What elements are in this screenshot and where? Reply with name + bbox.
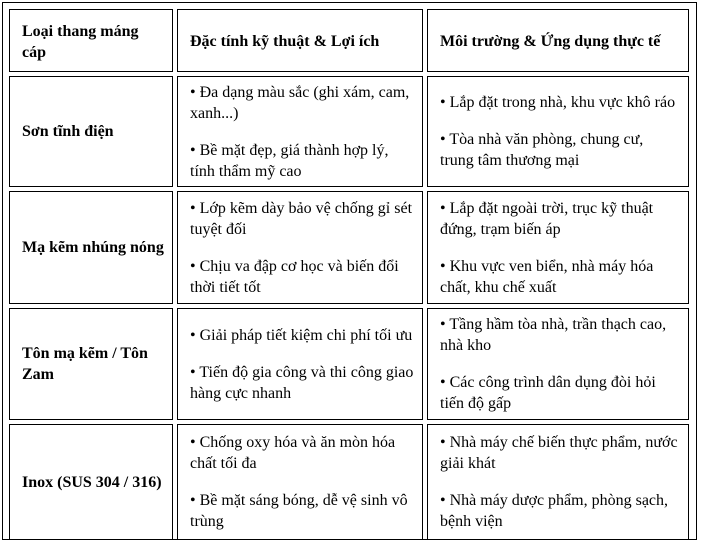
- table-row: [9, 308, 689, 420]
- feature-item: • Bề mặt đẹp, giá thành hợp lý, tính thẩm mỹ cao: [190, 141, 389, 180]
- header-features: Đặc tính kỹ thuật & Lợi ích: [177, 9, 423, 72]
- feature-item: • Đa dạng màu sắc (ghi xám, cam, xanh...): [190, 83, 410, 122]
- feature-item: • Chống oxy hóa và ăn mòn hóa chất tối đa: [190, 434, 396, 472]
- application-item: • Nhà máy dược phẩm, phòng sạch, bệnh viện: [440, 492, 669, 530]
- table-row: [9, 424, 689, 540]
- type-cell: Inox (SUS 304 / 316): [9, 424, 173, 540]
- feature-item: • Lớp kẽm dày bảo vệ chống gỉ sét tuyệt đối: [190, 199, 413, 238]
- application-item: • Lắp đặt ngoài trời, trục kỹ thuật đứng, trạm biến áp: [440, 199, 654, 238]
- type-cell: Mạ kẽm nhúng nóng: [9, 191, 173, 304]
- application-item: • Tầng hầm tòa nhà, trần thạch cao, nhà kho: [440, 316, 667, 354]
- features-cell: [177, 308, 423, 420]
- features-cell: [177, 191, 423, 304]
- type-cell: Tôn mạ kẽm / Tôn Zam: [9, 308, 173, 420]
- applications-cell: [427, 76, 689, 187]
- applications-cell: [427, 424, 689, 540]
- feature-item: • Giải pháp tiết kiệm chi phí tối ưu: [190, 326, 413, 344]
- feature-item: • Tiến độ gia công và thi công giao hàng cực nhanh: [190, 363, 414, 402]
- cable-tray-comparison-table: [5, 5, 693, 544]
- application-item: • Lắp đặt trong nhà, khu vực khô ráo: [440, 94, 676, 111]
- application-item: • Tòa nhà văn phòng, chung cư, trung tâm thương mại: [440, 131, 644, 169]
- header-applications: Môi trường & Ứng dụng thực tế: [427, 9, 689, 72]
- table-row: [9, 191, 689, 304]
- features-cell: [177, 76, 423, 187]
- table-row: [9, 76, 689, 187]
- application-item: • Các công trình dân dụng đòi hỏi tiến độ gấp: [440, 374, 656, 412]
- features-cell: [177, 424, 423, 540]
- application-item: • Khu vực ven biển, nhà máy hóa chất, khu chế xuất: [440, 257, 654, 296]
- feature-item: • Chịu va đập cơ học và biến đổi thời tiết tốt: [190, 257, 399, 296]
- table-frame: [2, 2, 697, 540]
- type-cell: Sơn tĩnh điện: [9, 76, 173, 187]
- table-header-row: [9, 9, 689, 72]
- applications-cell: [427, 191, 689, 304]
- header-type: Loại thang máng cáp: [9, 9, 173, 72]
- application-item: • Nhà máy chế biến thực phẩm, nước giải khát: [440, 434, 678, 472]
- applications-cell: [427, 308, 689, 420]
- feature-item: • Bề mặt sáng bóng, dễ vệ sinh vô trùng: [190, 492, 408, 530]
